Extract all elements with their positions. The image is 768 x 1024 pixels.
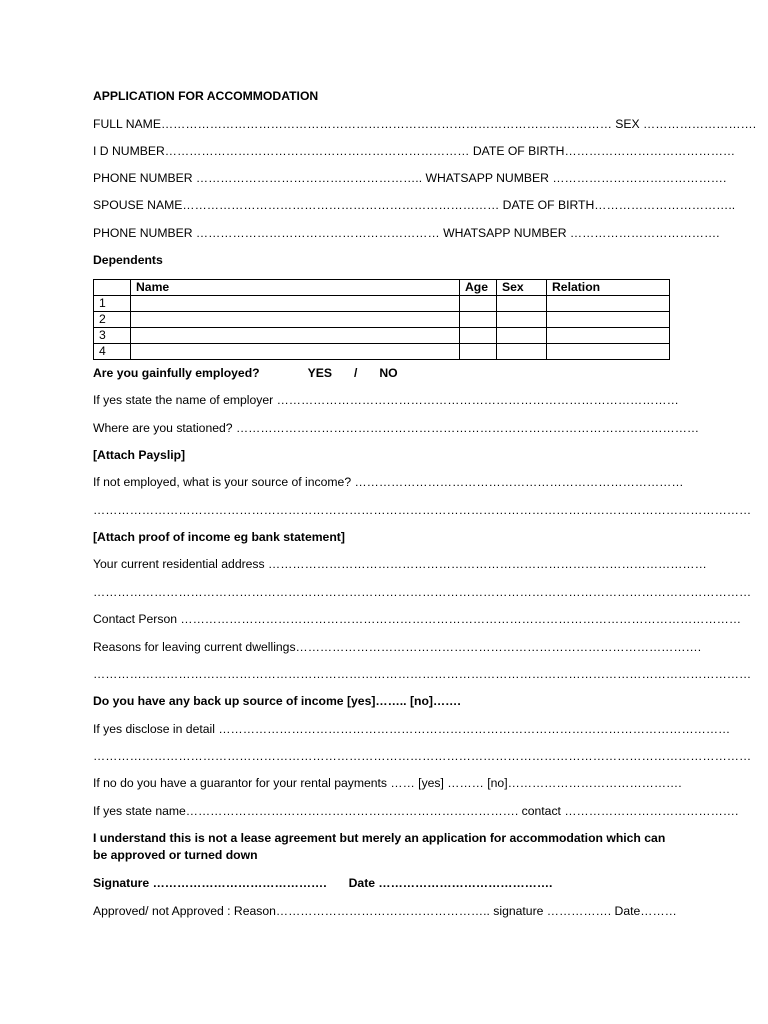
dependent-sex-cell[interactable]: [497, 328, 547, 344]
dependent-name-cell[interactable]: [131, 296, 460, 312]
row-number: 1: [94, 296, 131, 312]
contact-person-line: Contact Person …………………………………………………………………………………………………………………………: [93, 612, 742, 626]
dependent-relation-cell[interactable]: [547, 328, 670, 344]
employed-yes-option[interactable]: YES: [307, 366, 332, 380]
dependent-age-cell[interactable]: [460, 296, 497, 312]
employed-no-option[interactable]: NO: [379, 366, 398, 380]
date-field: Date …………………………………….: [348, 876, 553, 890]
residential-address-continuation-line: ………………………………………………………………………………………………………………………………………………: [93, 585, 752, 599]
dependent-age-cell[interactable]: [460, 328, 497, 344]
employment-question: Are you gainfully employed?: [93, 366, 260, 380]
form-title: APPLICATION FOR ACCOMMODATION: [93, 89, 319, 103]
row-number: 4: [94, 344, 131, 360]
signature-field: Signature …………………………………….: [93, 876, 327, 890]
table-row: [94, 344, 670, 360]
row-number: 3: [94, 328, 131, 344]
dependent-name-cell[interactable]: [131, 344, 460, 360]
table-row: [94, 328, 670, 344]
dependents-table: [93, 279, 670, 360]
dependent-sex-cell[interactable]: [497, 296, 547, 312]
guarantor-name-contact-line: If yes state name………………………………………………………………………. contact …………………………………….: [93, 804, 739, 818]
reasons-leaving-line: Reasons for leaving current dwellings……………………………………………………………………………………….: [93, 640, 702, 654]
col-sex-header: Sex: [497, 280, 547, 296]
income-source-line: If not employed, what is your source of income? ………………………………………………………………………: [93, 475, 684, 489]
employed-slash: /: [353, 366, 358, 380]
reasons-leaving-continuation-line: ………………………………………………………………………………………………………………………………………………: [93, 667, 752, 681]
row-number: 2: [94, 312, 131, 328]
attach-proof-note: [Attach proof of income eg bank statement]: [93, 530, 345, 544]
dependent-age-cell[interactable]: [460, 344, 497, 360]
col-relation-header: Relation: [547, 280, 670, 296]
signature-date-line: [93, 876, 552, 891]
backup-income-question: Do you have any back up source of income [yes]…….. [no]…….: [93, 694, 461, 708]
dependent-relation-cell[interactable]: [547, 344, 670, 360]
dependent-relation-cell[interactable]: [547, 312, 670, 328]
full-name-sex-line: FULL NAME………………………………………………………………………………………………… SEX ……………………….: [93, 117, 757, 131]
stationed-line: Where are you stationed? ……………………………………………………………………………………………………: [93, 421, 700, 435]
employer-line: If yes state the name of employer ………………………………………………………………………………………: [93, 393, 679, 407]
disclose-detail-line: If yes disclose in detail ………………………………………………………………………………………………………………: [93, 722, 731, 736]
table-row: [94, 312, 670, 328]
id-number-dob-line: I D NUMBER………………………………………………………………… DATE OF BIRTH……………………………………: [93, 144, 736, 158]
dependent-name-cell[interactable]: [131, 328, 460, 344]
income-source-continuation-line: ………………………………………………………………………………………………………………………………………………: [93, 503, 752, 517]
dependents-header-row: [94, 280, 670, 296]
table-row: [94, 296, 670, 312]
residential-address-line: Your current residential address ………………………………………………………………………………………………: [93, 557, 707, 571]
attach-payslip-note: [Attach Payslip]: [93, 448, 186, 462]
spouse-name-dob-line: SPOUSE NAME…………………………………………………………………… DATE OF BIRTH……………………………..: [93, 198, 736, 212]
dependent-sex-cell[interactable]: [497, 344, 547, 360]
guarantor-question-line: If no do you have a guarantor for your rental payments …… [yes] ……… [no]…………………………………….: [93, 776, 682, 790]
dependent-age-cell[interactable]: [460, 312, 497, 328]
dependents-heading: Dependents: [93, 253, 163, 267]
col-name-header: Name: [131, 280, 460, 296]
col-age-header: Age: [460, 280, 497, 296]
approval-line: Approved/ not Approved : Reason…………………………………………….. signature ……………. Date………: [93, 904, 677, 918]
employment-question-line: [93, 366, 398, 381]
phone-whatsapp-line: PHONE NUMBER ……………………………………………….. WHATSAPP NUMBER …………………………………….: [93, 171, 727, 185]
declaration-text: I understand this is not a lease agreement but merely an application for accommodation which can be approved or turned down: [93, 831, 666, 862]
spouse-phone-whatsapp-line: PHONE NUMBER …………………………………………………… WHATSAPP NUMBER ……………………………….: [93, 226, 720, 240]
disclose-detail-continuation-line: ………………………………………………………………………………………………………………………………………………: [93, 749, 752, 763]
dependent-name-cell[interactable]: [131, 312, 460, 328]
dependent-sex-cell[interactable]: [497, 312, 547, 328]
dependent-relation-cell[interactable]: [547, 296, 670, 312]
col-no-header: [94, 280, 131, 296]
